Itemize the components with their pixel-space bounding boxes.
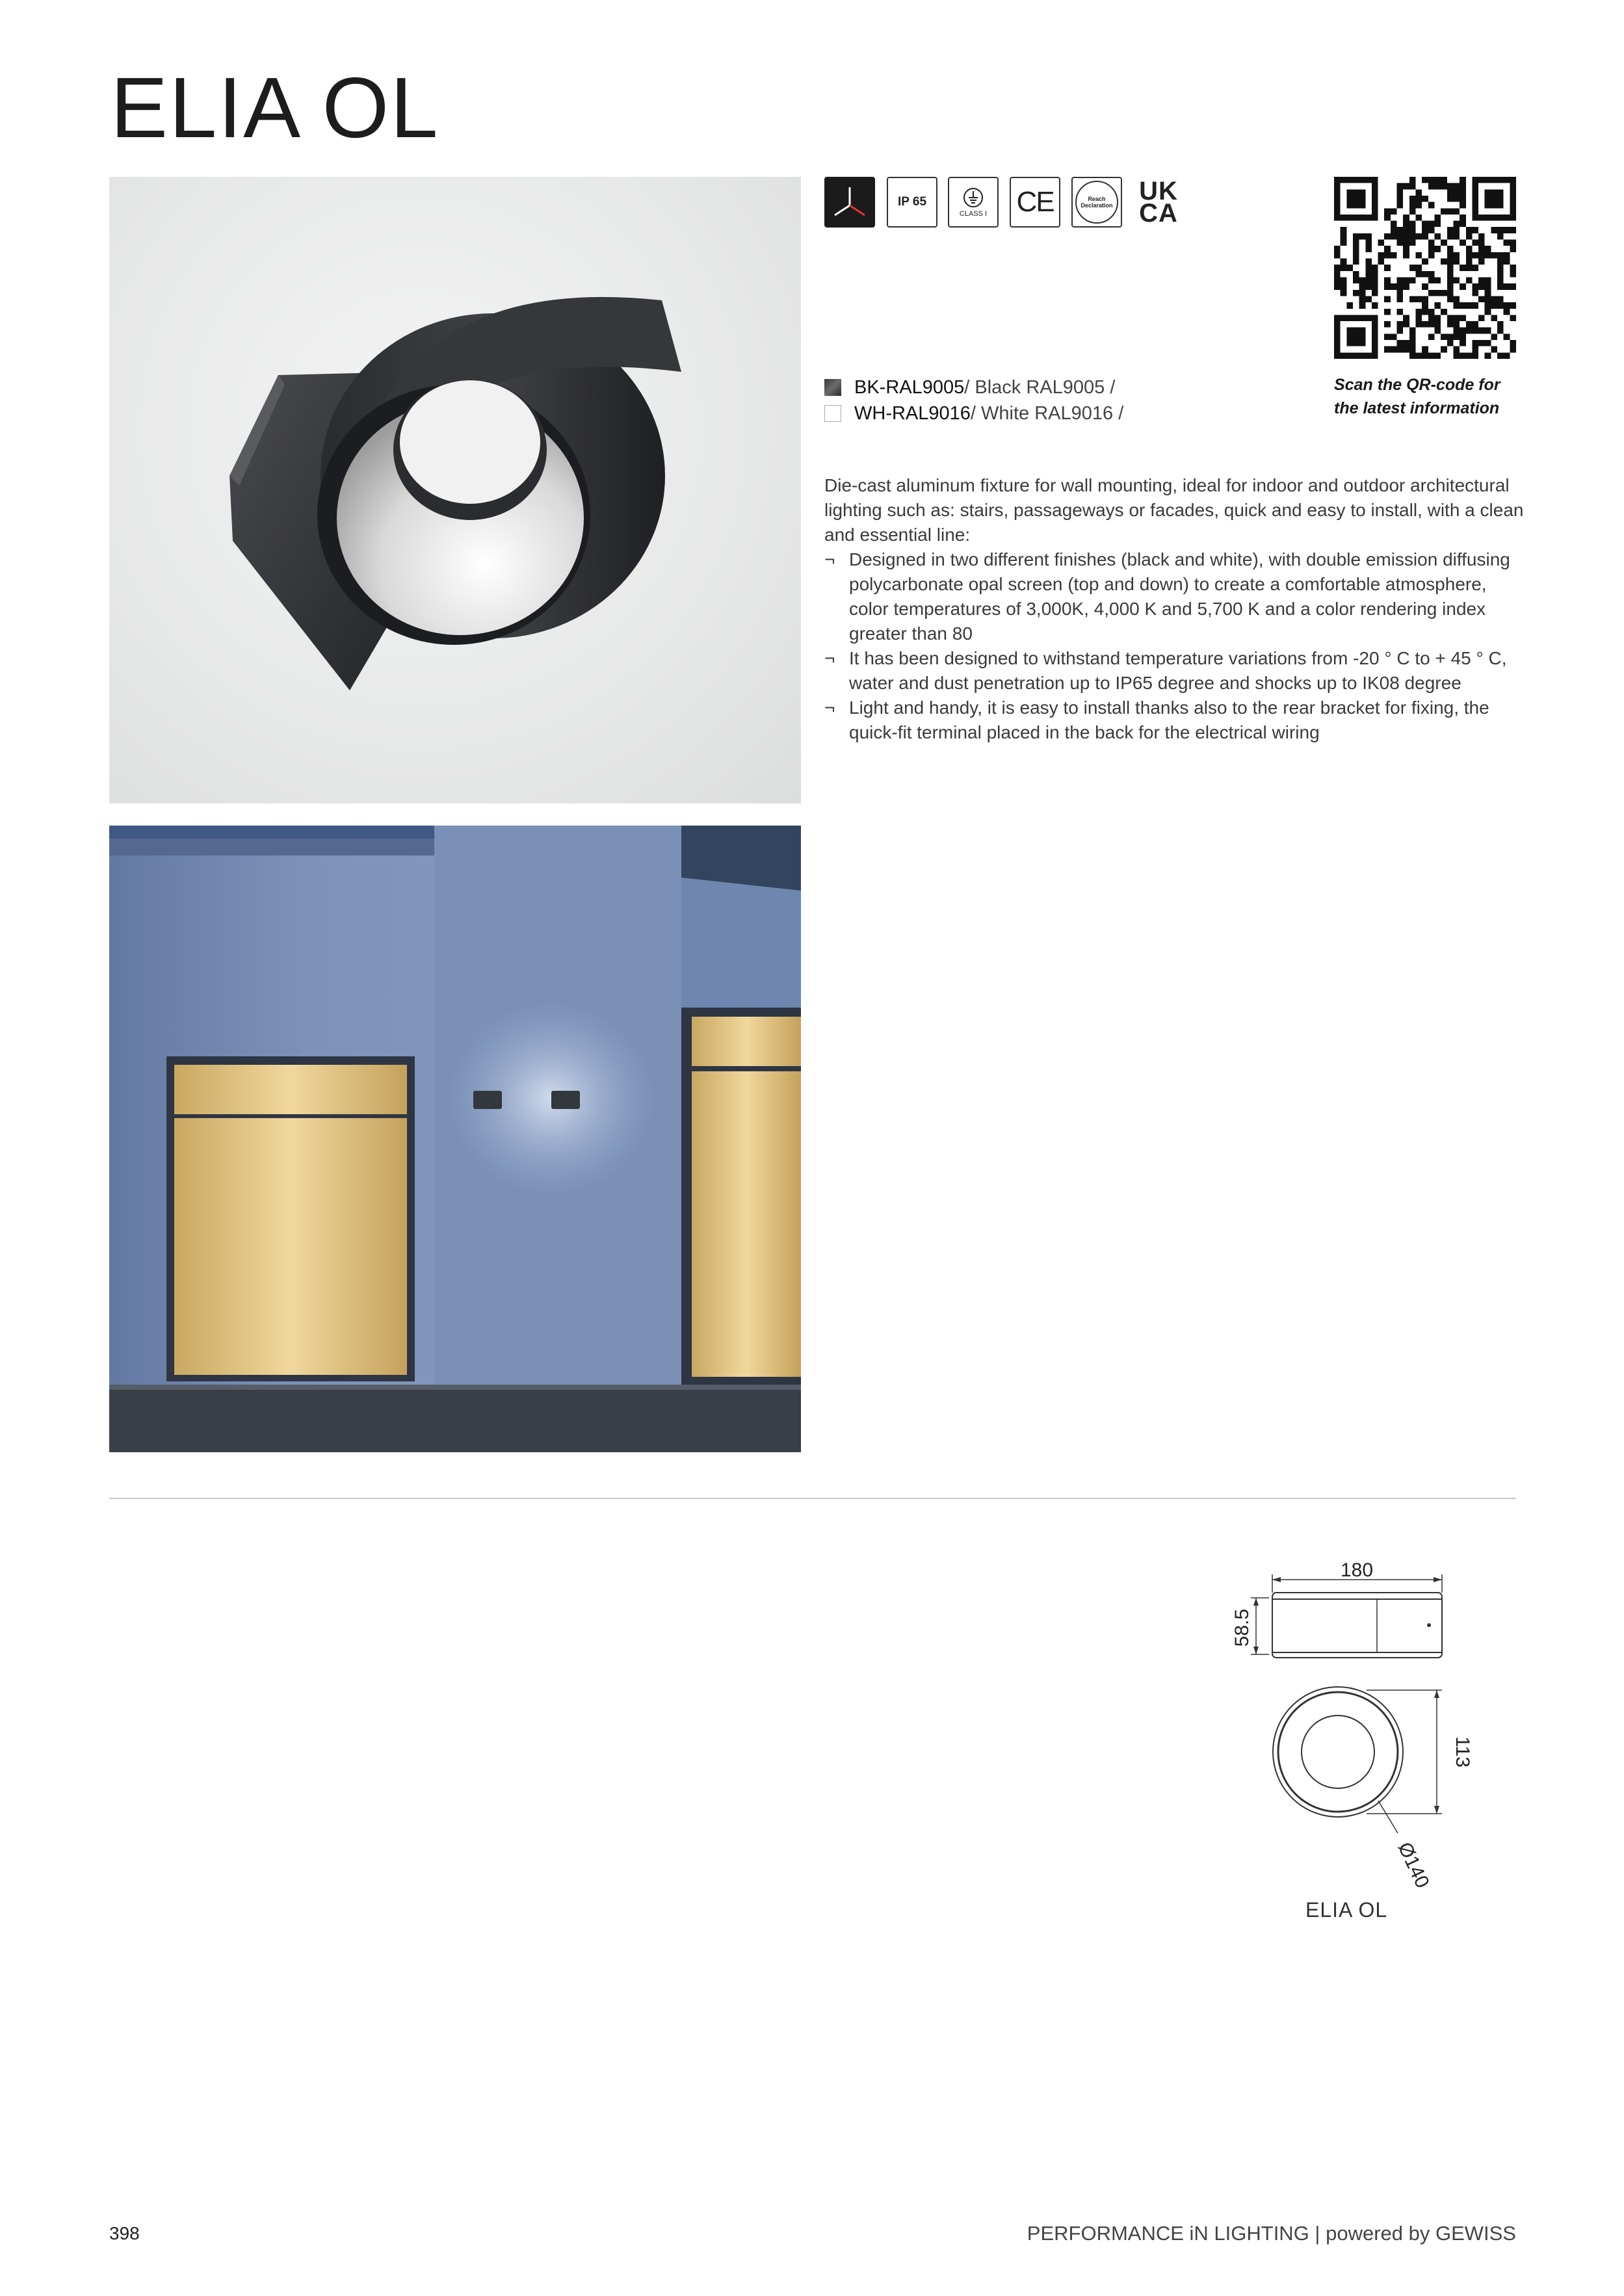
light-distribution-icon	[824, 177, 875, 228]
dimension-diameter: Ø140	[1393, 1839, 1434, 1892]
finish-code: BK-RAL9005	[854, 376, 965, 398]
dimension-height: 58.5	[1231, 1608, 1253, 1647]
feature-list	[824, 547, 1526, 745]
ukca-mark-icon: UK CA	[1133, 177, 1184, 228]
feature-item: ¬ Designed in two different finishes (black and white), with double emission diffusing polycarbonate opal screen (top and down) to create a comfortable atmosphere, color temperatures of 3,000K, 4,000 K and 5,700 K and a color rendering index greater than 80	[824, 549, 1510, 644]
technical-drawing	[1222, 1559, 1473, 1892]
description-intro: Die-cast aluminum fixture for wall mounting, ideal for indoor and outdoor architectural lighting such as: stairs, passageways or facades, quick and easy to install, with a clean and essential line:	[824, 475, 1524, 545]
dimension-depth: 113	[1452, 1736, 1473, 1768]
black-swatch	[824, 379, 841, 396]
white-swatch	[824, 405, 841, 422]
finish-code: WH-RAL9016	[854, 402, 971, 424]
product-photo	[109, 177, 801, 803]
dimension-width: 180	[1340, 1559, 1374, 1581]
finish-name: / White RAL9016 /	[970, 402, 1124, 424]
reach-declaration-icon: Reach Declaration	[1071, 177, 1122, 228]
feature-item: ¬ It has been designed to withstand temperature variations from -20 ° C to + 45 ° C, water and dust penetration up to IP65 degree and shocks up to IK08 degree	[824, 648, 1507, 693]
ip65-icon: IP 65	[887, 177, 937, 228]
finish-name: / Black RAL9005 /	[964, 376, 1116, 398]
ce-mark-icon: CE	[1010, 177, 1060, 228]
footer-brand: PERFORMANCE iN LIGHTING | powered by GEWISS	[1027, 2222, 1516, 2245]
page-title: ELIA OL	[111, 60, 439, 155]
qr-caption: Scan the QR-code for the latest information	[1334, 376, 1500, 417]
class-one-icon: CLASS I	[948, 177, 999, 228]
qr-code[interactable]	[1334, 177, 1516, 359]
finish-black	[824, 376, 1115, 399]
feature-item: ¬ Light and handy, it is easy to install thanks also to the rear bracket for fixing, the quick-fit terminal placed in the back for the electrical wiring	[824, 698, 1489, 742]
product-description	[824, 473, 1526, 745]
section-divider	[109, 1498, 1516, 1499]
page-number: 398	[109, 2223, 140, 2243]
finish-white	[824, 402, 1123, 425]
installation-photo	[109, 826, 801, 1452]
drawing-caption: ELIA OL	[1305, 1898, 1388, 1922]
